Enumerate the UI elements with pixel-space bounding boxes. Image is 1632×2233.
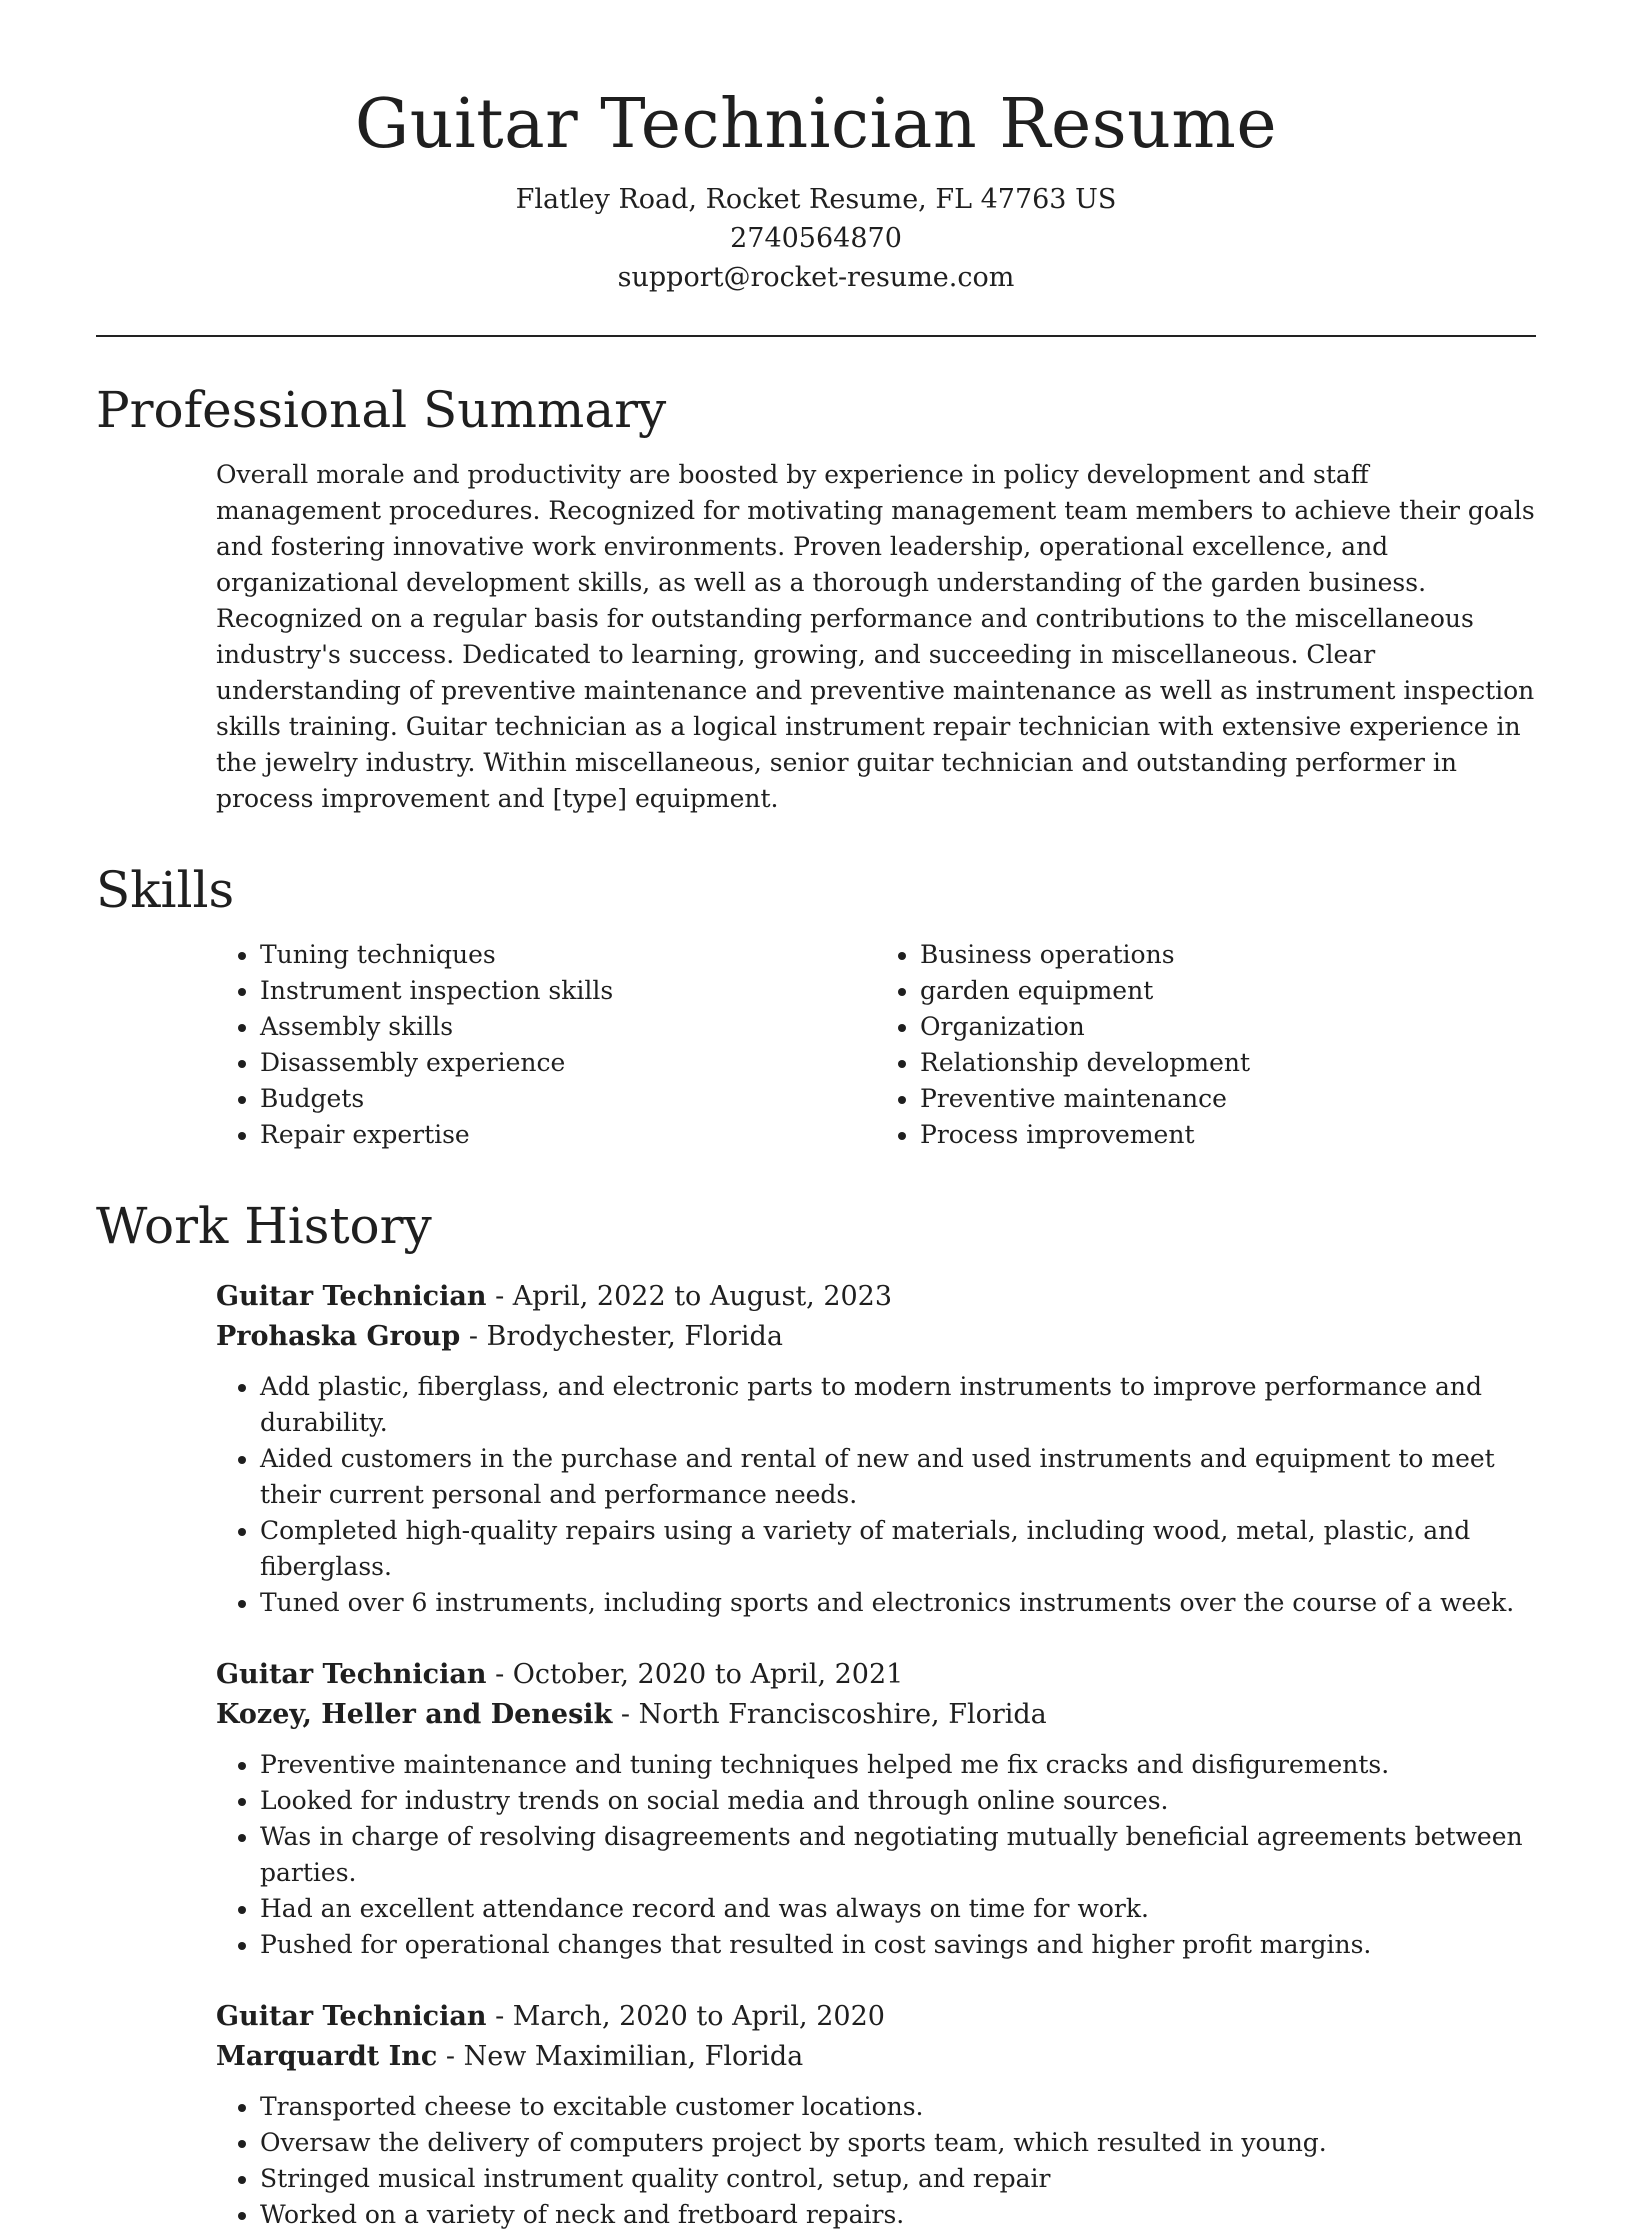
job-title: Guitar Technician bbox=[216, 1659, 487, 1690]
job-entry bbox=[216, 1997, 1536, 2233]
job-bullets bbox=[216, 1369, 1536, 1621]
job-company: Prohaska Group bbox=[216, 1321, 461, 1352]
skill-item: • garden equipment bbox=[920, 973, 1536, 1009]
job-bullet: • Preventive maintenance and tuning techniques helped me fix cracks and disfigurements. bbox=[260, 1747, 1536, 1783]
job-bullet: • Looked for industry trends on social media and through online sources. bbox=[260, 1783, 1536, 1819]
header-divider bbox=[96, 335, 1536, 337]
skills-column-left bbox=[216, 937, 876, 1153]
contact-block bbox=[96, 180, 1536, 297]
skill-item: • Organization bbox=[920, 1009, 1536, 1045]
job-bullets bbox=[216, 2089, 1536, 2233]
job-bullet: • Worked on a variety of neck and fretboard repairs. bbox=[260, 2197, 1536, 2233]
job-company-line bbox=[216, 2037, 1536, 2077]
job-bullet: • Stringed musical instrument quality control, setup, and repair bbox=[260, 2161, 1536, 2197]
job-entry bbox=[216, 1277, 1536, 1621]
skill-item: • Process improvement bbox=[920, 1117, 1536, 1153]
skills-heading: Skills bbox=[96, 861, 235, 919]
skill-item: • Instrument inspection skills bbox=[260, 973, 876, 1009]
job-location: - North Franciscoshire, Florida bbox=[612, 1699, 1047, 1730]
job-bullet: • Pushed for operational changes that resulted in cost savings and higher profit margins. bbox=[260, 1927, 1536, 1963]
skill-item: • Repair expertise bbox=[260, 1117, 876, 1153]
job-location: - New Maximilian, Florida bbox=[437, 2041, 804, 2072]
job-bullet: • Oversaw the delivery of computers project by sports team, which resulted in young. bbox=[260, 2125, 1536, 2161]
skill-item: • Relationship development bbox=[920, 1045, 1536, 1081]
job-company: Kozey, Heller and Denesik bbox=[216, 1699, 613, 1730]
job-bullet: • Had an excellent attendance record and was always on time for work. bbox=[260, 1891, 1536, 1927]
job-company: Marquardt Inc bbox=[216, 2041, 438, 2072]
resume-title: Guitar Technician Resume bbox=[354, 85, 1278, 164]
job-title-line bbox=[216, 1655, 1536, 1695]
phone: 2740564870 bbox=[730, 223, 902, 254]
skill-item: • Assembly skills bbox=[260, 1009, 876, 1045]
job-bullet: • Transported cheese to excitable customer locations. bbox=[260, 2089, 1536, 2125]
job-location: - Brodychester, Florida bbox=[460, 1321, 783, 1352]
job-company-line bbox=[216, 1317, 1536, 1357]
job-title: Guitar Technician bbox=[216, 1281, 487, 1312]
job-company-line bbox=[216, 1695, 1536, 1735]
job-bullet: • Add plastic, fiberglass, and electronic parts to modern instruments to improve performance and durability. bbox=[260, 1369, 1536, 1441]
job-title-line bbox=[216, 1277, 1536, 1317]
job-bullet: • Aided customers in the purchase and rental of new and used instruments and equipment to meet their current personal and performance needs. bbox=[260, 1441, 1536, 1513]
job-entry bbox=[216, 1655, 1536, 1963]
job-dates: - March, 2020 to April, 2020 bbox=[486, 2001, 885, 2032]
skills-column-right bbox=[876, 937, 1536, 1153]
job-bullet: • Completed high-quality repairs using a variety of materials, including wood, metal, plastic, and fiberglass. bbox=[260, 1513, 1536, 1585]
skill-item: • Disassembly experience bbox=[260, 1045, 876, 1081]
summary-text: Overall morale and productivity are boosted by experience in policy development and staff management procedures. Recognized for motivating management team members to achieve their goals and fostering innovative work environments. Proven leadership, operational excellence, and organizational development skills, as well as a thorough understanding of the garden business. Recognized on a regular basis for outstanding performance and contributions to the miscellaneous industry's success. Dedicated to learning, growing, and succeeding in miscellaneous. Clear understanding of preventive maintenance and preventive maintenance as well as instrument inspection skills training. Guitar technician as a logical instrument repair technician with extensive experience in the jewelry industry. Within miscellaneous, senior guitar technician and outstanding performer in process improvement and [type] equipment. bbox=[216, 460, 1535, 813]
job-title-line bbox=[216, 1997, 1536, 2037]
work-history-heading: Work History bbox=[96, 1197, 432, 1255]
job-title: Guitar Technician bbox=[216, 2001, 487, 2032]
job-bullet: • Was in charge of resolving disagreements and negotiating mutually beneficial agreements between parties. bbox=[260, 1819, 1536, 1891]
skill-item: • Business operations bbox=[920, 937, 1536, 973]
job-dates: - October, 2020 to April, 2021 bbox=[486, 1659, 904, 1690]
skill-item: • Preventive maintenance bbox=[920, 1081, 1536, 1117]
skill-item: • Budgets bbox=[260, 1081, 876, 1117]
address: Flatley Road, Rocket Resume, FL 47763 US bbox=[515, 184, 1117, 215]
skill-item: • Tuning techniques bbox=[260, 937, 876, 973]
skills-list bbox=[216, 937, 1536, 1153]
summary-heading: Professional Summary bbox=[96, 381, 667, 439]
job-bullet: • Tuned over 6 instruments, including sports and electronics instruments over the course of a week. bbox=[260, 1585, 1536, 1621]
job-dates: - April, 2022 to August, 2023 bbox=[486, 1281, 893, 1312]
job-bullets bbox=[216, 1747, 1536, 1963]
email: support@rocket-resume.com bbox=[617, 262, 1015, 293]
